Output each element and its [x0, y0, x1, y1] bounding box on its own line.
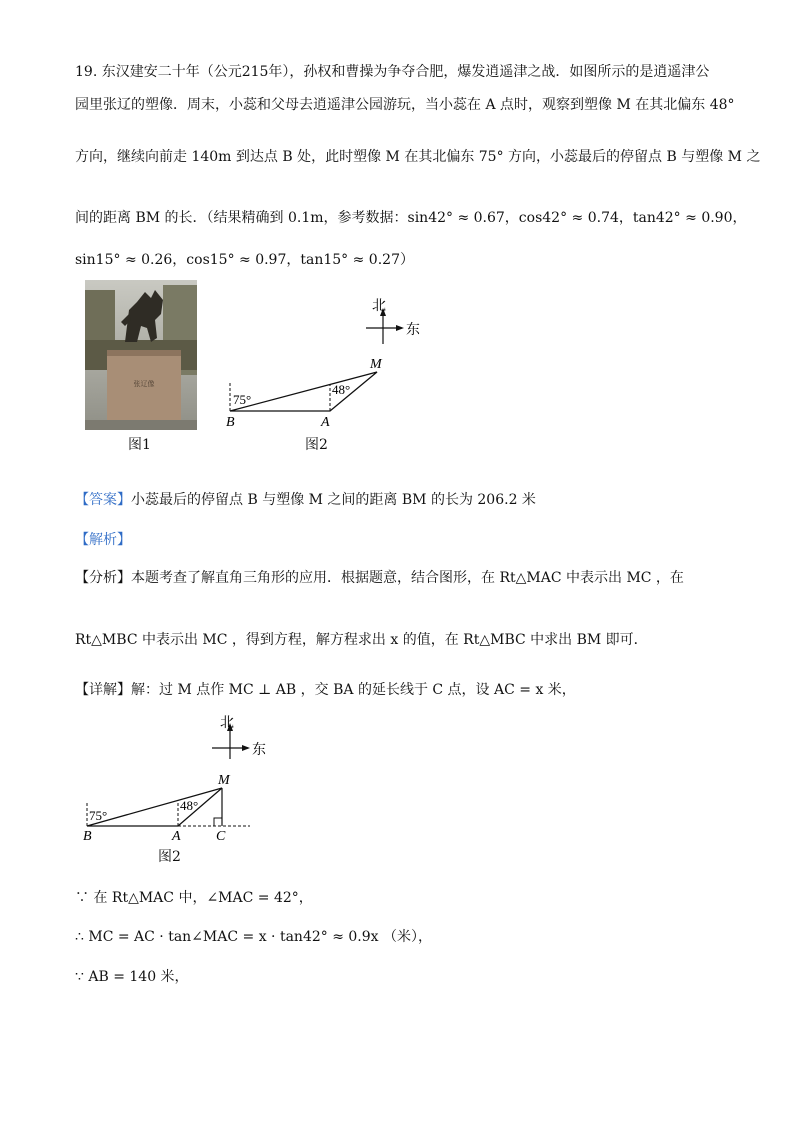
point-a-label: A: [321, 415, 330, 430]
east-label: 东: [252, 743, 266, 758]
north-label: 北: [372, 299, 386, 314]
east-label: 东: [406, 323, 420, 338]
step-1: ∵ 在 Rt△MAC 中，∠MAC = 42°，: [75, 890, 313, 906]
point-m-label: M: [370, 357, 382, 372]
analysis-tag: 【解析】: [75, 532, 131, 548]
north-label: 北: [220, 716, 234, 731]
angle-b-label: 75°: [233, 392, 252, 407]
triangle-abm: [230, 372, 377, 411]
point-c-label: C: [216, 829, 226, 844]
detail-line-1: 【详解】解：过 M 点作 MC ⊥ AB ，交 BA 的延长线于 C 点，设 AC = x 米，: [75, 682, 576, 698]
question-line-4: 间的距离 BM 的长．（结果精确到 0.1m，参考数据：sin42° ≈ 0.67，cos42° ≈ 0.74，tan42° ≈ 0.90，: [75, 210, 747, 226]
figure3-caption: 图2: [158, 849, 181, 865]
answer-line: [75, 490, 536, 510]
point-b-label: B: [83, 829, 92, 844]
angle-b-label: 75°: [89, 808, 108, 823]
statue-plaque: 张辽像: [133, 380, 155, 388]
question-line-1: 19. 东汉建安二十年（公元215年），孙权和曹操为争夺合肥，爆发逍遥津之战．如图所示的是逍遥津公: [75, 64, 710, 80]
answer-tag: 【答案】: [75, 492, 131, 508]
question-line-3: 方向，继续向前走 140m 到达点 B 处，此时塑像 M 在其北偏东 75° 方向，小蕊最后的停留点 B 与塑像 M 之: [75, 149, 761, 165]
angle-a-label: 48°: [332, 382, 351, 397]
answer-text: 小蕊最后的停留点 B 与塑像 M 之间的距离 BM 的长为 206.2 米: [131, 492, 536, 508]
point-a-label: A: [172, 829, 181, 844]
angle-a-label: 48°: [180, 798, 199, 813]
triangle-abm: [87, 788, 222, 826]
analysis-line-2: Rt△MBC 中表示出 MC ，得到方程，解方程求出 x 的值，在 Rt△MBC 中求出 BM 即可．: [75, 632, 648, 648]
figure2-diagram: [220, 290, 450, 440]
analysis-line-1: 【分析】本题考查了解直角三角形的应用．根据题意，结合图形，在 Rt△MAC 中表示出 MC ，在: [75, 570, 684, 586]
question-line-2: 园里张辽的塑像．周末，小蕊和父母去逍遥津公园游玩，当小蕊在 A 点时，观察到塑像 M 在其北偏东 48°: [75, 97, 735, 113]
figure1-caption: 图1: [128, 437, 151, 453]
step-3: ∵ AB = 140 米，: [75, 969, 189, 985]
point-m-label: M: [218, 773, 230, 788]
step-2: ∴ MC = AC · tan∠MAC = x · tan42° ≈ 0.9x （米），: [75, 929, 433, 945]
figure3-diagram: [80, 715, 280, 865]
question-line-5: sin15° ≈ 0.26，cos15° ≈ 0.97，tan15° ≈ 0.27）: [75, 252, 414, 268]
figure2-caption: 图2: [305, 437, 328, 453]
point-b-label: B: [226, 415, 235, 430]
statue-photo: [85, 280, 197, 430]
statue-photo-image: [85, 280, 197, 430]
